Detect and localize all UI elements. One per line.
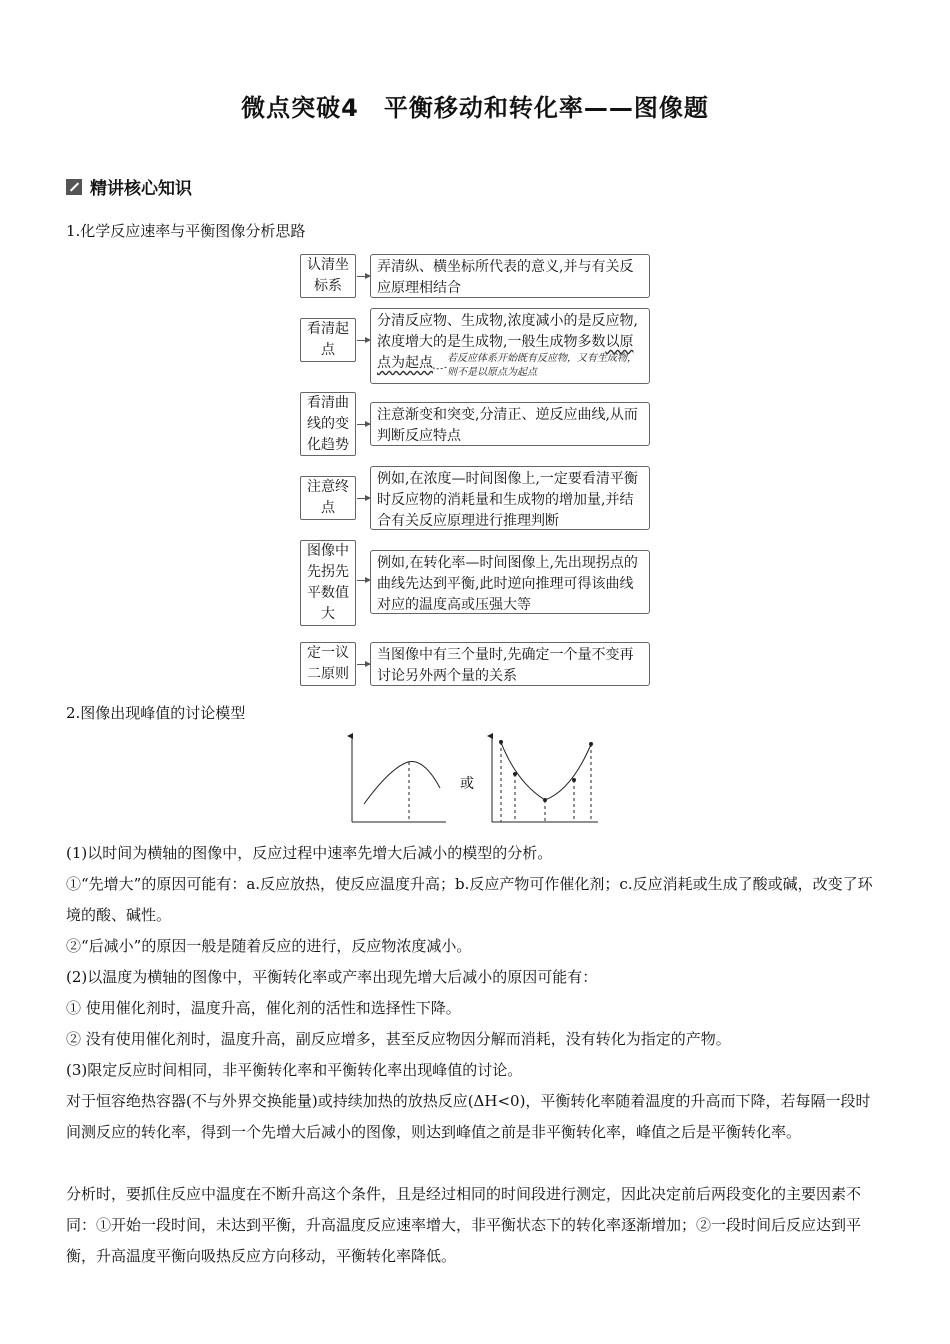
paragraph-8: 对于恒容绝热容器(不与外界交换能量)或持续加热的放热反应(ΔH<0)，平衡转化率随着温度的升高而下降，若每隔一段时间测反应的转化率，得到一个先增大后减小的图像，则达到峰值之前是非平衡转化率，峰值之后是平衡转化率。 xyxy=(66,1092,871,1141)
page-title: 微点突破4 平衡移动和转化率——图像题 xyxy=(241,94,709,122)
arrow-icon xyxy=(357,580,370,581)
handwritten-note: 若反应体系开始既有反应物，又有生成物，则不是以原点为起点 xyxy=(447,353,637,378)
arrow-icon xyxy=(357,340,370,341)
paragraph-1: (1)以时间为横轴的图像中，反应过程中速率先增大后减小的模型的分析。 xyxy=(66,844,553,862)
paragraph-5: ① 使用催化剂时，温度升高，催化剂的活性和选择性下降。 xyxy=(66,999,461,1017)
section-heading-text: 精讲核心知识 xyxy=(90,179,192,199)
arrow-icon xyxy=(357,424,370,425)
paragraph-4: (2)以温度为横轴的图像中，平衡转化率或产率出现先增大后减小的原因可能有： xyxy=(66,968,598,986)
paragraph-3: ②“后减小”的原因一般是随着反应的进行，反应物浓度减小。 xyxy=(66,937,472,955)
flow-step-6-label: 定一议二原则 xyxy=(300,642,356,686)
flow-step-2-label: 看清起点 xyxy=(300,318,356,362)
paragraph-9: 分析时，要抓住反应中温度在不断升高这个条件，且是经过相同的时间段进行测定，因此决定前后两段变化的主要因素不同：①开始一段时间，未达到平衡，升高温度反应速率增大，非平衡状态下的转化率逐渐增加；②一段时间后反应达到平衡，升高温度平衡向吸热反应方向移动，平衡转化率降低。 xyxy=(66,1185,862,1265)
flow-step-3-label: 看清曲线的变化趋势 xyxy=(300,392,356,456)
peak-model-figure xyxy=(340,732,610,828)
curved-arrow-icon xyxy=(423,357,449,375)
arrow-icon xyxy=(357,276,370,277)
item2-heading: 2.图像出现峰值的讨论模型 xyxy=(66,704,246,722)
section-heading xyxy=(66,174,192,199)
flow-step-5-label: 图像中先拐先平数值大 xyxy=(300,540,356,626)
flow-step-2-text-a: 分清反应物、生成物,浓度减小的是反应物,浓度增大的是生成物,一般生成物多数 xyxy=(377,313,638,350)
flow-step-1-label: 认清坐标系 xyxy=(300,254,356,298)
flow-step-6-text: 当图像中有三个量时,先确定一个量不变再讨论另外两个量的关系 xyxy=(370,642,650,686)
flow-step-1-text: 弄清纵、横坐标所代表的意义,并与有关反应原理相结合 xyxy=(370,254,650,298)
flow-step-2-text xyxy=(370,308,650,384)
paragraph-2: ①“先增大”的原因可能有：a.反应放热，使反应温度升高；b.反应产物可作催化剂；c.反应消耗或生成了酸或碱，改变了环境的酸、碱性。 xyxy=(66,875,873,924)
flow-step-5-text: 例如,在转化率—时间图像上,先出现拐点的曲线先达到平衡,此时逆向推理可得该曲线对应的温度高或压强大等 xyxy=(370,550,650,614)
arrow-icon xyxy=(357,664,370,665)
paragraph-7: (3)限定反应时间相同，非平衡转化率和平衡转化率出现峰值的讨论。 xyxy=(66,1061,523,1079)
valley-graph xyxy=(492,736,598,822)
flow-step-4-text: 例如,在浓度—时间图像上,一定要看清平衡时反应物的消耗量和生成物的增加量,并结合有关反应原理进行推理判断 xyxy=(370,466,650,530)
flow-step-4-label: 注意终点 xyxy=(300,476,356,520)
item1-heading: 1.化学反应速率与平衡图像分析思路 xyxy=(66,222,306,240)
arrow-icon xyxy=(357,498,370,499)
flow-step-3-text: 注意渐变和突变,分清正、逆反应曲线,从而判断反应特点 xyxy=(370,402,650,446)
paragraph-6: ② 没有使用催化剂时，温度升高，副反应增多，甚至反应物因分解而消耗，没有转化为指定的产物。 xyxy=(66,1030,731,1048)
flow-step-2-text-b: 以原点为起点 xyxy=(377,334,634,371)
or-label: 或 xyxy=(460,776,474,792)
peak-graph xyxy=(352,736,446,822)
pencil-icon xyxy=(66,179,82,195)
